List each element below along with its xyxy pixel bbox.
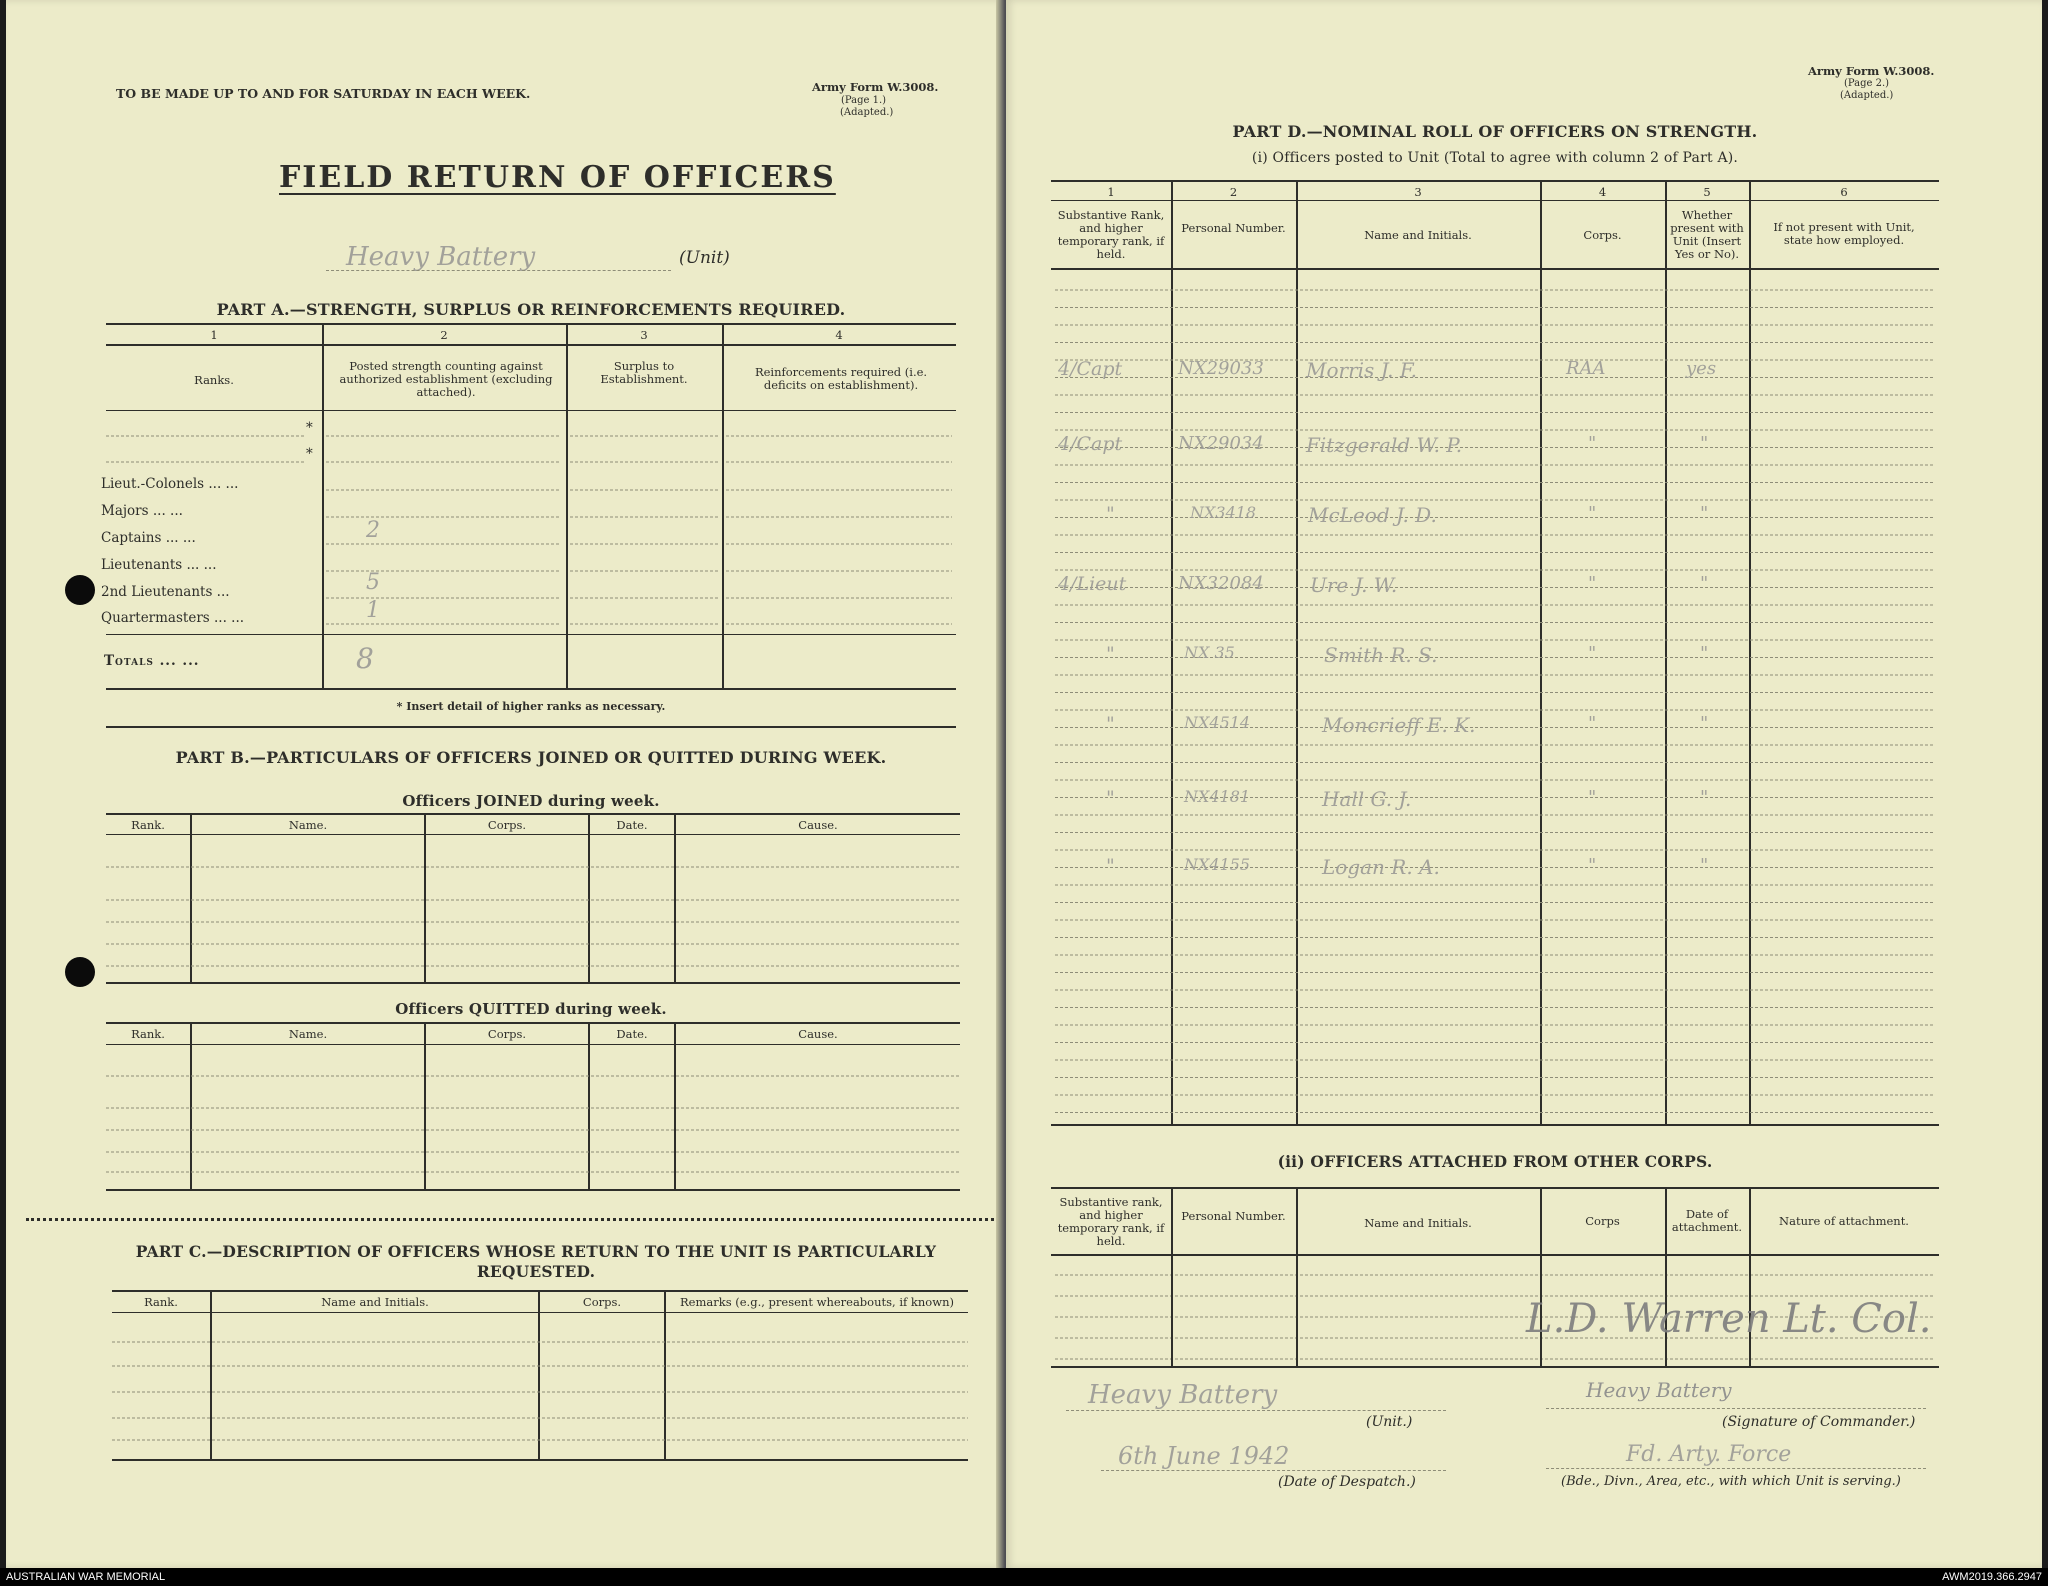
part-a-col-number: 4: [835, 328, 843, 342]
att-header-corps: Corps: [1585, 1214, 1620, 1228]
entry-corps: ": [1588, 503, 1597, 524]
rank-quartermasters: Quartermasters ... ...: [101, 610, 245, 626]
joined-col-date: Date.: [616, 818, 648, 832]
part-d-col-number: 1: [1107, 185, 1115, 199]
part-c-heading-line1: PART C.—DESCRIPTION OF OFFICERS WHOSE RETURN TO THE UNIT IS PARTICULARLY: [135, 1242, 937, 1261]
unit-label: (Unit): [679, 248, 730, 268]
entry-name: Hall G. J.: [1322, 787, 1412, 811]
part-a-col-number: 3: [640, 328, 648, 342]
part-d-header-rank: Substantive Rank, and higher temporary rank, if held.: [1057, 208, 1165, 261]
entry-rank: ": [1106, 787, 1115, 809]
entry-rank: ": [1106, 855, 1115, 877]
entry-present: ": [1700, 433, 1709, 454]
weekly-instruction: TO BE MADE UP TO AND FOR SATURDAY IN EACH WEEK.: [116, 86, 531, 101]
part-d-sub-ii: (ii) OFFICERS ATTACHED FROM OTHER CORPS.: [1277, 1152, 1713, 1171]
punch-hole-lower: [65, 957, 95, 987]
punch-hole-upper: [65, 575, 95, 605]
part-a-header-ranks: Ranks.: [194, 373, 234, 387]
entry-name: Moncrieff E. K.: [1322, 713, 1476, 737]
joined-col-name: Name.: [288, 818, 328, 832]
sig-date-label: (Date of Despatch.): [1278, 1474, 1416, 1490]
entry-present: ": [1700, 503, 1709, 524]
entry-present: ": [1700, 855, 1709, 876]
part-a-b-c-dotted-rules: [6, 0, 1006, 1568]
rank-lieut-colonels: Lieut.-Colonels ... ...: [101, 476, 239, 492]
part-c-col-remarks: Remarks (e.g., present whereabouts, if known): [680, 1295, 954, 1309]
footer-credit: AUSTRALIAN WAR MEMORIAL: [6, 1571, 166, 1583]
part-d-heading: PART D.—NOMINAL ROLL OF OFFICERS ON STRENGTH.: [1232, 122, 1758, 141]
quitted-col-name: Name.: [288, 1027, 328, 1041]
adapted-label: (Adapted.): [840, 107, 894, 118]
entry-number: NX4155: [1184, 855, 1251, 874]
part-a-header-surplus: Surplus to Establishment.: [600, 359, 688, 386]
part-c-col-corps: Corps.: [582, 1295, 622, 1309]
part-d-header-number: Personal Number.: [1181, 221, 1286, 235]
entry-number: NX29033: [1178, 358, 1264, 379]
part-d-col-number: 5: [1703, 185, 1711, 199]
2nd-lieutenants-count: 5: [366, 570, 380, 595]
adapted-label-p2: (Adapted.): [1840, 90, 1894, 101]
page-1: [6, 0, 1006, 1568]
entry-number: NX4181: [1184, 787, 1251, 806]
sig-date-handwritten: 6th June 1942: [1118, 1442, 1290, 1470]
entry-name: Morris J. F.: [1306, 358, 1417, 382]
entry-present: ": [1700, 713, 1709, 734]
att-header-rank: Substantive rank, and higher temporary rank, if held.: [1057, 1195, 1165, 1248]
entry-number: NX32084: [1178, 573, 1264, 594]
entry-corps: RAA: [1566, 358, 1606, 379]
entry-rank: ": [1106, 643, 1115, 665]
part-d-header-corps: Corps.: [1583, 228, 1622, 242]
entry-corps: ": [1588, 713, 1597, 734]
entry-rank: ": [1106, 713, 1115, 735]
captains-count: 2: [366, 518, 380, 543]
page-2: [1006, 0, 2042, 1568]
rank-2nd-lieutenants: 2nd Lieutenants ...: [101, 584, 230, 600]
part-d-header-name: Name and Initials.: [1364, 228, 1472, 242]
entry-rank: 4/Lieut: [1058, 573, 1127, 595]
quitted-col-rank: Rank.: [131, 1027, 165, 1041]
form-number-p2: Army Form W.3008.: [1808, 64, 1935, 78]
form-number: Army Form W.3008.: [812, 80, 939, 94]
joined-col-corps: Corps.: [487, 818, 527, 832]
entry-name: Ure J. W.: [1310, 573, 1398, 597]
entry-corps: ": [1588, 643, 1597, 664]
part-d-col-number: 3: [1414, 185, 1422, 199]
rank-lieutenants: Lieutenants ... ...: [101, 557, 217, 573]
sig-commander-handwritten: L.D. Warren Lt. Col.: [1526, 1296, 1932, 1342]
part-d-col-number: 6: [1840, 185, 1848, 199]
totals-count: 8: [356, 642, 374, 675]
page-label: (Page 1.): [841, 95, 887, 106]
entry-name: McLeod J. D.: [1308, 503, 1437, 527]
part-c-heading-line2: REQUESTED.: [476, 1262, 596, 1281]
sig-formation-handwritten: Fd. Arty. Force: [1626, 1442, 1792, 1467]
entry-number: NX3418: [1190, 503, 1257, 522]
part-d-col-number: 2: [1229, 185, 1238, 199]
part-c-col-rank: Rank.: [144, 1295, 178, 1309]
joined-col-cause: Cause.: [798, 818, 838, 832]
part-d-header-employed: If not present with Unit, state how employed.: [1773, 220, 1915, 247]
part-a-col-number: 1: [210, 328, 218, 342]
att-header-date: Date of attachment.: [1671, 1207, 1743, 1234]
att-header-nature: Nature of attachment.: [1779, 1214, 1909, 1228]
part-a-header-posted: Posted strength counting against authorized establishment (excluding attached).: [339, 359, 553, 399]
part-a-col-number: 2: [440, 328, 448, 342]
part-b-heading: PART B.—PARTICULARS OF OFFICERS JOINED OR QUITTED DURING WEEK.: [175, 748, 887, 767]
part-d-col-number: 4: [1598, 185, 1607, 199]
entry-number: NX29034: [1178, 433, 1264, 454]
quitted-heading: Officers QUITTED during week.: [395, 1000, 667, 1018]
part-a-heading: PART A.—STRENGTH, SURPLUS OR REINFORCEMENTS REQUIRED.: [216, 300, 846, 319]
entry-present: ": [1700, 787, 1709, 808]
page-title: FIELD RETURN OF OFFICERS: [279, 160, 836, 195]
joined-heading: Officers JOINED during week.: [402, 792, 660, 810]
att-header-name: Name and Initials.: [1364, 1216, 1472, 1230]
entry-corps: ": [1588, 433, 1597, 454]
entry-present: yes: [1686, 358, 1717, 379]
page-label-p2: (Page 2.): [1844, 78, 1890, 89]
footer-accession: AWM2019.366.2947: [1942, 1571, 2042, 1583]
sig-unit-label: (Unit.): [1366, 1414, 1413, 1430]
entry-present: ": [1700, 643, 1709, 664]
sig-commander-sub: Heavy Battery: [1586, 1378, 1732, 1402]
part-d-header-present: Whether present with Unit (Insert Yes or No).: [1670, 208, 1744, 261]
entry-corps: ": [1588, 855, 1597, 876]
totals-label: Totals ... ...: [104, 653, 200, 669]
part-c-col-name: Name and Initials.: [321, 1295, 429, 1309]
rank-majors: Majors ... ...: [101, 503, 183, 519]
rank-captains: Captains ... ...: [101, 530, 196, 546]
sig-formation-label: (Bde., Divn., Area, etc., with which Unit is serving.): [1561, 1474, 1901, 1489]
part-d-sub-i: (i) Officers posted to Unit (Total to agree with column 2 of Part A).: [1251, 150, 1739, 166]
part-a-header-reinforcements: Reinforcements required (i.e. deficits on establishment).: [754, 365, 928, 392]
quitted-col-corps: Corps.: [487, 1027, 527, 1041]
joined-col-rank: Rank.: [131, 818, 165, 832]
entry-corps: ": [1588, 787, 1597, 808]
entry-number: NX 35: [1184, 643, 1235, 662]
rank-star-1: *: [306, 420, 313, 436]
entry-rank: 4/Capt: [1058, 433, 1123, 455]
sig-unit-handwritten: Heavy Battery: [1088, 1380, 1278, 1410]
footer-bar: [0, 1568, 2048, 1586]
entry-present: ": [1700, 573, 1709, 594]
rank-star-2: *: [306, 446, 313, 462]
quartermasters-count: 1: [366, 598, 380, 623]
quitted-col-cause: Cause.: [798, 1027, 838, 1041]
entry-name: Logan R. A.: [1322, 855, 1440, 879]
entry-rank: ": [1106, 503, 1115, 525]
unit-handwritten: Heavy Battery: [346, 242, 536, 272]
entry-number: NX4514: [1184, 713, 1251, 732]
entry-corps: ": [1588, 573, 1597, 594]
sig-commander-label: (Signature of Commander.): [1722, 1414, 1916, 1430]
quitted-col-date: Date.: [616, 1027, 648, 1041]
part-a-footnote: * Insert detail of higher ranks as necessary.: [396, 700, 666, 713]
att-header-number: Personal Number.: [1181, 1209, 1286, 1223]
entry-name: Fitzgerald W. P.: [1306, 433, 1463, 457]
entry-name: Smith R. S.: [1324, 643, 1438, 667]
entry-rank: 4/Capt: [1058, 358, 1123, 380]
